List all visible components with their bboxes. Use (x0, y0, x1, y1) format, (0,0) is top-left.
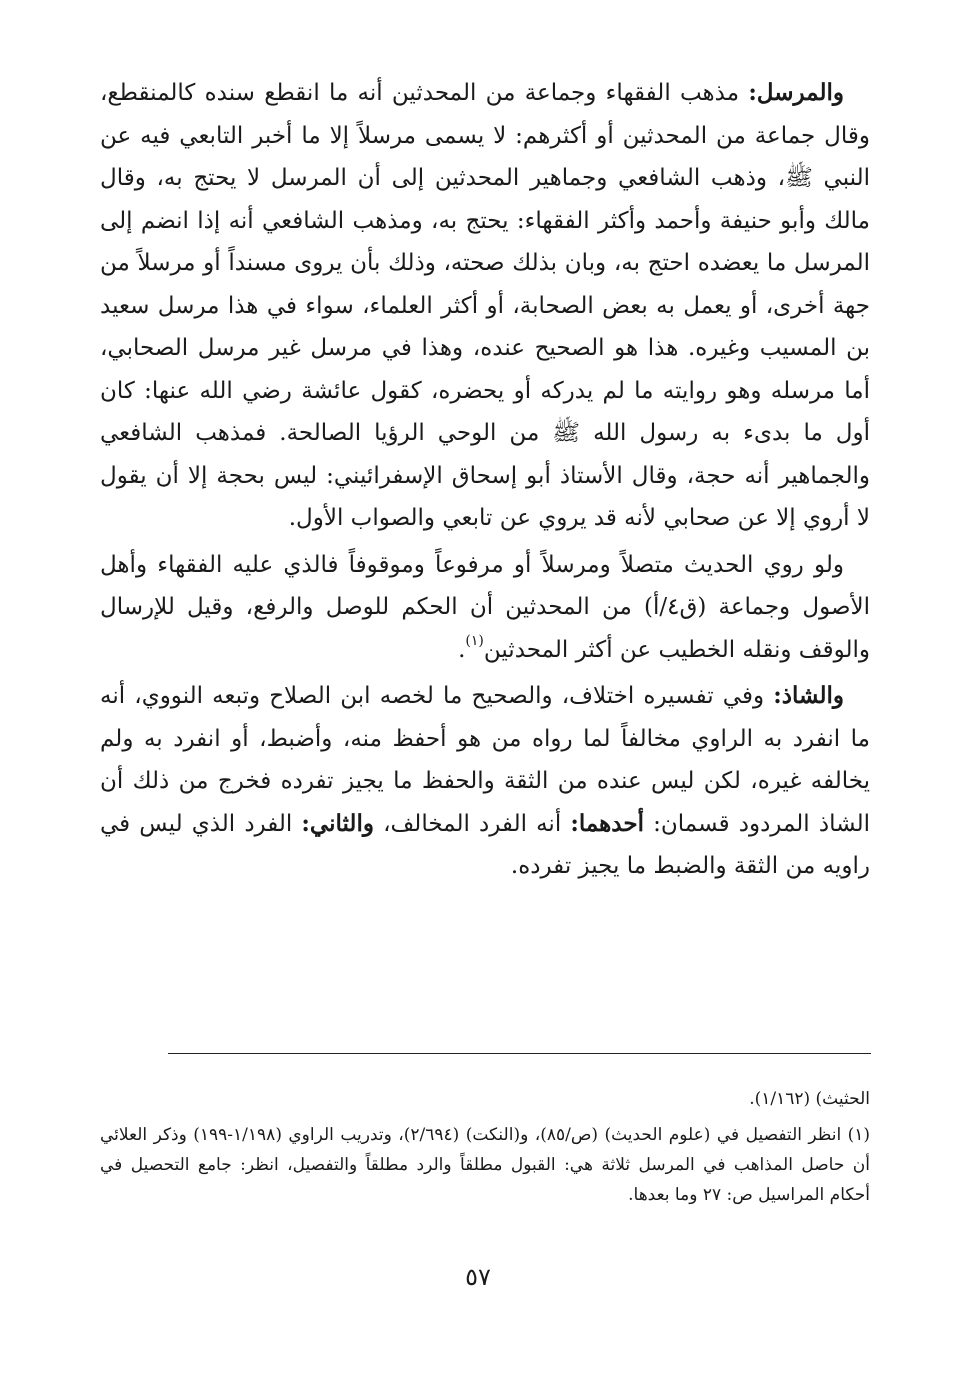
footnotes (100, 1084, 870, 1210)
paragraph-mursal (100, 72, 870, 540)
paragraph-text-3: الفرد الذي ليس في راويه من الثقة والضبط ما يجيز تفرده. (100, 810, 870, 879)
footnote-reference[interactable]: (١) (465, 632, 484, 649)
paragraph-text-2: أنه الفرد المخالف، (373, 810, 571, 837)
footnote-divider (168, 1053, 871, 1054)
page-number: ٥٧ (465, 1263, 491, 1291)
paragraph-text: ولو روي الحديث متصلاً ومرسلاً أو مرفوعاً وموقوفاً فالذي عليه الفقهاء وأهل الأصول وجماعة (ق٤/أ) من المحدثين أن الحكم للوصل والرفع، وقيل للإرسال والوقف ونقله الخطيب عن أكثر المحدثين (100, 551, 870, 663)
paragraph-text: مذهب الفقهاء وجماعة من المحدثين أنه ما انقطع سنده كالمنقطع، وقال جماعة من المحدثين أو أكثرهم: لا يسمى مرسلاً إلا ما أخبر التابعي فيه عن النبي ﷺ، وذهب الشافعي وجماهير المحدثين إلى أن المرسل لا يحتج به، وقال مالك وأبو حنيفة وأحمد وأكثر الفقهاء: يحتج به، ومذهب الشافعي أنه إذا انضم إلى المرسل ما يعضده احتج به، وبان بذلك صحته، وذلك بأن يروى مسنداً أو مرسلاً من جهة أخرى، أو يعمل به بعض الصحابة، أو أكثر العلماء، سواء في هذا مرسل سعيد بن المسيب وغيره. هذا هو الصحيح عنده، وهذا في مرسل غير مرسل الصحابي، أما مرسله وهو روايته ما لم يدركه أو يحضره، كقول عائشة رضي الله عنها: كان أول ما بدىء به رسول الله ﷺ من الوحي الرؤيا الصالحة. فمذهب الشافعي والجماهير أنه حجة، وقال الأستاذ أبو إسحاق الإسفرائيني: ليس بحجة إلا أن يقول لا أروي إلا عن صحابي لأنه قد يروي عن تابعي والصواب الأول. (100, 80, 870, 531)
main-text (100, 72, 870, 888)
footnote-1: (١) انظر التفصيل في (علوم الحديث) (ص/٨٥)، و(النكت) (٢/٦٩٤)، وتدريب الراوي (١/١٩٨-١٩٩) وذكر العلائي أن حاصل المذاهب في المرسل ثلاثة هي: القبول مطلقاً والرد مطلقاً والتفصيل، انظر: جامع التحصيل في أحكام المراسيل ص: ٢٧ وما بعدها. (100, 1125, 871, 1205)
term-first: أحدهما: (570, 809, 644, 837)
term-shadh: والشاذ: (773, 682, 844, 709)
paragraph-wasl-irsal (100, 544, 870, 672)
paragraph-shadh (100, 675, 870, 888)
paragraph-tail: . (458, 636, 466, 663)
term-second: والثاني: (301, 809, 374, 837)
term-mursal: والمرسل: (748, 79, 844, 106)
page-body (100, 72, 870, 888)
paragraph-text: وفي تفسيره اختلاف، والصحيح ما لخصه ابن الصلاح وتبعه النووي، أنه ما انفرد به الراوي مخالفاً لما رواه من هو أحفظ منه، وأضبط، أو انفرد به ولم يخالفه غيره، لكن ليس عنده من الثقة والحفظ ما يجيز تفرده فخرج من ذلك أن الشاذ المردود قسمان: (100, 683, 870, 837)
footnote-continuation: الحثيث) (١/١٦٢). (749, 1089, 870, 1109)
